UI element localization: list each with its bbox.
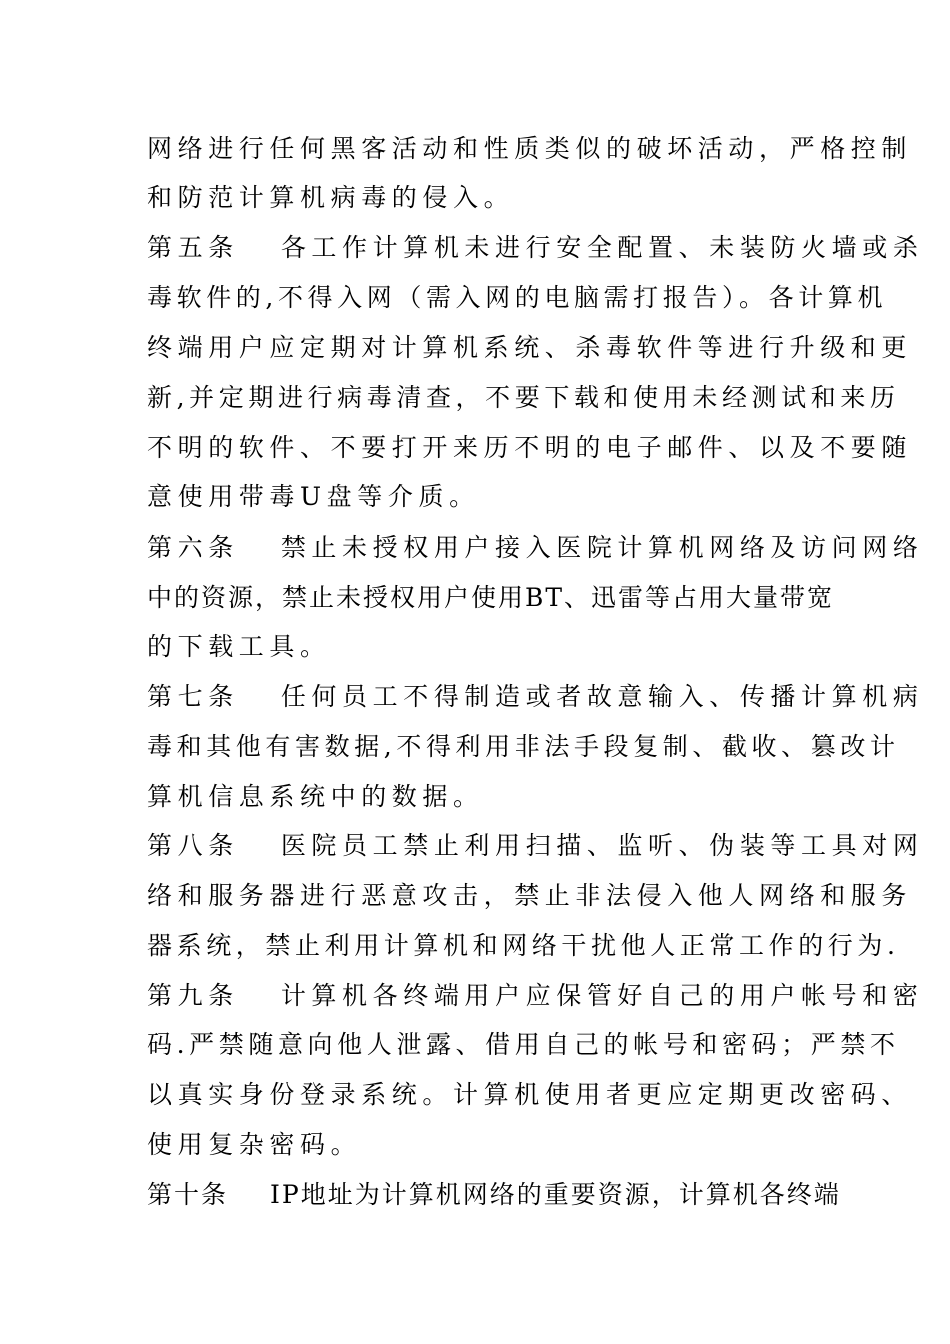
article-5 [147,233,923,263]
text-line: 终端用户应定期对计算机系统、杀毒软件等进行升级和更 [147,333,913,362]
article-10 [147,1180,841,1210]
text-line: 中的资源，禁止未授权用户使用BT、迅雷等占用大量带宽 [147,583,835,612]
text-line: 网络进行任何黑客活动和性质类似的破坏活动，严格控制 [147,134,913,163]
article-heading: 第五条 [147,233,239,262]
article-text: 禁止未授权用户接入医院计算机网络及访问网络 [280,533,924,562]
text-line: 新,并定期进行病毒清查，不要下载和使用未经测试和来历 [147,383,900,412]
text-line: 络和服务器进行恶意攻击，禁止非法侵入他人网络和服务 [147,881,913,910]
article-7 [147,682,923,712]
article-heading: 第九条 [147,981,239,1010]
article-heading: 第六条 [147,533,239,562]
article-text: 医院员工禁止利用扫描、监听、伪装等工具对网 [280,831,924,860]
text-line: 意使用带毒U盘等介质。 [147,482,480,511]
article-heading: 第七条 [147,682,239,711]
text-line: 毒软件的,不得入网（需入网的电脑需打报告）。各计算机 [147,283,888,312]
text-line: 毒和其他有害数据,不得利用非法手段复制、截收、篡改计 [147,732,900,761]
article-text: 各工作计算机未进行安全配置、未装防火墙或杀 [280,233,924,262]
article-9 [147,981,923,1011]
text-line: 以真实身份登录系统。计算机使用者更应定期更改密码、 [147,1080,913,1109]
text-line: 不明的软件、不要打开来历不明的电子邮件、以及不要随 [147,433,913,462]
article-heading: 第八条 [147,831,239,860]
article-text: IP地址为计算机网络的重要资源，计算机各终端 [270,1180,841,1209]
text-line: 码.严禁随意向他人泄露、借用自己的帐号和密码；严禁不 [147,1030,900,1059]
text-line: 和防范计算机病毒的侵入。 [147,183,515,212]
article-6 [147,533,923,563]
text-line: 器系统，禁止利用计算机和网络干扰他人正常工作的行为. [147,931,900,960]
article-text: 计算机各终端用户应保管好自己的用户帐号和密 [280,981,924,1010]
text-line: 的下载工具。 [147,632,331,661]
text-line: 算机信息系统中的数据。 [147,782,484,811]
text-line: 使用复杂密码。 [147,1130,362,1159]
article-8 [147,831,923,861]
article-text: 任何员工不得制造或者故意输入、传播计算机病 [280,682,924,711]
article-heading: 第十条 [147,1180,229,1209]
